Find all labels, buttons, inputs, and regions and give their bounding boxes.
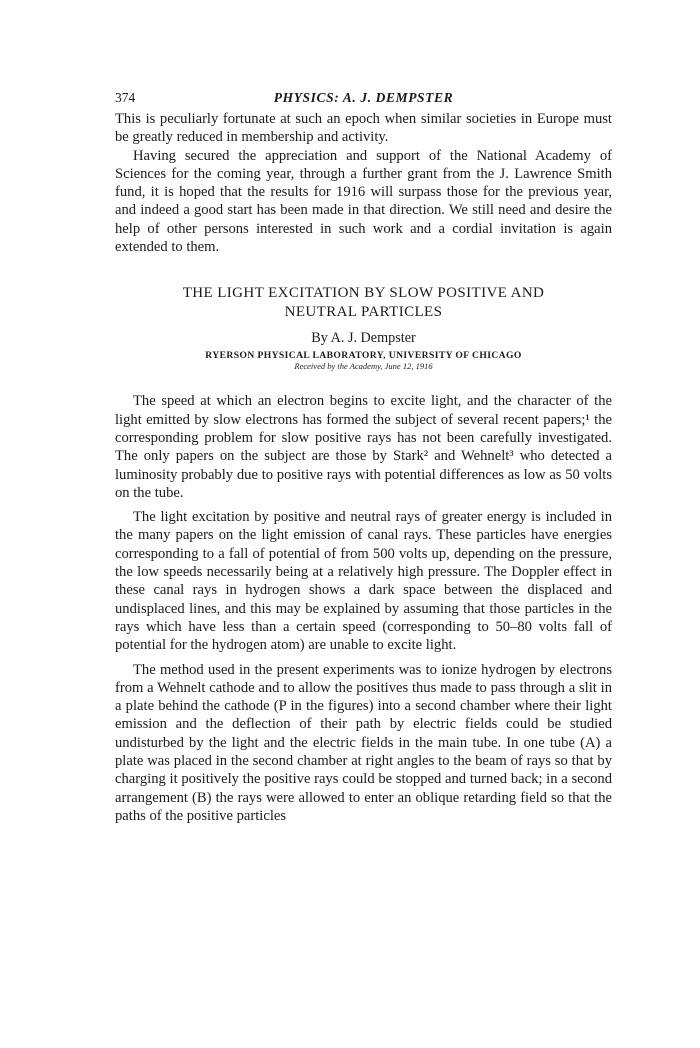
preceding-paragraph: This is peculiarly fortunate at such an epoch when similar societies in Europe must be greatly reduced in membership and activity. [115, 111, 612, 146]
page-number: 374 [115, 90, 136, 105]
article-title-line: THE LIGHT EXCITATION BY SLOW POSITIVE AND [182, 285, 545, 302]
article-title [115, 284, 612, 322]
running-title: PHYSICS: A. J. DEMPSTER [273, 90, 454, 105]
preceding-paragraph: Having secured the appreciation and support of the National Academy of Sciences for the coming year, through a further grant from the J. Lawrence Smith fund, it is hoped that the results for 1916 will surpass those for the previous year, and indeed a good start has been made in that direction. We still need and desire the help of other persons interested in such work and a cordial invitation is again extended to them. [115, 147, 612, 256]
affiliation: RYERSON PHYSICAL LABORATORY, UNIVERSITY OF CHICAGO [205, 350, 522, 362]
body-paragraph: The method used in the present experiments was to ionize hydrogen by electrons from a Wehnelt cathode and to allow the positives thus made to pass through a slit in a plate behind the cathode (P in the figures) into a second chamber where their light emission and the deflection of their path by electric fields could be studied undisturbed by the light and the electric fields in the main tube. In one tube (A) a plate was placed in the second chamber at right angles to the beam of rays so that by charging it positively the positive rays could be stopped and turned back; in a second arrangement (B) the rays were allowed to enter an oblique retarding field so that the paths of the positive particles [115, 661, 612, 824]
article-title-line: NEUTRAL PARTICLES [284, 304, 443, 321]
byline: By A. J. Dempster [311, 330, 416, 347]
page-header [115, 88, 612, 110]
received-date: Received by the Academy, June 12, 1916 [294, 361, 433, 372]
paper-page [115, 88, 612, 825]
body-paragraph: The speed at which an electron begins to excite light, and the character of the light emitted by slow electrons has formed the subject of several recent papers;¹ the corresponding problem for slow positive rays has not been carefully investigated. The only papers on the subject are those by Stark² and Wehnelt³ who detected a luminosity probably due to positive rays with potential differences as low as 50 volts on the tube. [115, 393, 612, 501]
body-paragraph: The light excitation by positive and neutral rays of greater energy is included in the many papers on the light emission of canal rays. These particles have energies corresponding to a fall of potential of from 500 volts up, depending on the pressure, the low speeds necessarily being at a relatively high pressure. The Doppler effect in these canal rays in hydrogen shows a dark space between the displaced and undisplaced lines, and this may be explained by assuming that those particles in the rays which have less than a certain speed (corresponding to 50–80 volts fall of potential for the hydrogen atom) are unable to excite light. [115, 509, 612, 654]
